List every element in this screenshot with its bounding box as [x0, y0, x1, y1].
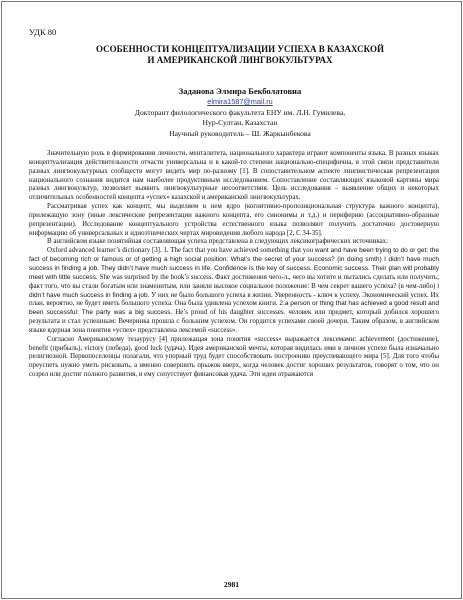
paragraph-text: He’s proud of his daughter successes. человек или предмет, который добился хорошего результата и стал успешным: Вечеринка прошла с большим успехом. Он гордится успехами своей дочери. Таким образом, в английском языке ядерная зона понятия «успех» представлена лексемой «success». — [29, 309, 439, 334]
paragraph-text: Значительную роль в формировании личности, менталитета, национального характера играют компоненты языка. В разных языках концептуализация действительности отчасти универсальна и в какой-то степени национально-специфична, в этой связи представители разных лингвокультурных сообществ могут видеть мир по-разному [1]. В сопоставительном аспекте лингвистическая репрезентация национального сознания видится нам наиболее продуктивным исследованием. Сопоставление составляющих языковой картины мира разных лингвокультур, позволяет выявить лингвокультурные несоответствия. Цель исследования – выявление общих и некоторых отличительных особенностей концепта «успех» казахской и американской лингвокультурах. — [29, 150, 439, 202]
paragraph-text: Согласно Американскому тезаурусу [4] прилежащая зона понятия «success» выражается лексемами: achievement (достижение), benefit (прибыль), victory (победа), good luck (удача). Идея американской мечты, которая видилась ими в личном успехе была изначально религиозной. Первопоселенцы полагали, что упорный труд будет способствовать построению преуспевающего мира [5]. Для того чтобы преуспеть нужно уметь рисковать, а именно совершить прыжок вверх, когда человек достиг хороших результатов, говорят о том, что он созрел или достиг полного развития, и ему сопутствует финансовая удача. Эти идеи отражаются — [29, 335, 439, 379]
author-email-link[interactable]: elmira1587@mail.ru — [207, 97, 273, 106]
udk-code: УДК 80 — [29, 27, 57, 37]
body-paragraph — [29, 336, 439, 380]
english-quote: 2.a person or thing that has achieved a good result and been successful: The party was a big success. — [29, 300, 439, 317]
title-line-1: ОСОБЕННОСТИ КОНЦЕПТУАЛИЗАЦИИ УСПЕХА В КАЗАХСКОЙ — [96, 44, 384, 54]
paragraph-text: У них не было большого успеха в жизни. Уверенность - ключ к успеху. Экономический успех. Их план, вероятно, не будет иметь большого успеха. Она была удивлена успехом книги. — [29, 291, 439, 308]
paragraph-text: Рассматривая успех как концепт, мы выделяем в нем ядро (когнитивно-пропозициональная структура важного концепта), прилежащую зону (иные лексические репрезентации важного концепта, его синонимы и т.д.) и периферию (ассоциативно-образные репрезентации). Исследование концептуального устройства естественного языка позволяют получить достаточно достоверную информацию об универсальных и идиоэтнических чертах мировидения любого народа [2, С 34-35]. — [29, 203, 439, 237]
article-title — [40, 44, 440, 66]
body-paragraph — [29, 247, 439, 335]
paragraph-text: She was surprised by the book’s success. Факт достижения чего-л., чего вы хотите и пытались сделать или получить; факт того, что вы стали богатым или знаменитым, или заняли высокое социальное положение: В чем секрет вашего успеха? (в чем-либо) — [29, 273, 439, 290]
body-paragraph — [29, 150, 439, 203]
body-paragraph — [29, 238, 439, 247]
author-info — [40, 97, 440, 139]
author-city: Нур-Султан, Казахстан — [202, 118, 278, 128]
page-number: 2981 — [223, 580, 240, 589]
english-quote: want and have been trying to do or get; the fact of becoming rich or famous or of getting a high social position: What’s the secret of your success? (in doing smth) I didn’t have much success in finding a job. They didn’t have much success in life. Confidence is the key of success. Economic success. Their plan will probably meet with little success. — [29, 247, 439, 281]
title-line-2: И АМЕРИКАНСКОЙ ЛИНГВОКУЛЬТУРАХ — [147, 55, 333, 65]
author-name: Заданова Элмира Бекболатовна — [178, 86, 302, 96]
author-position: Докторант филологического факультета ЕНУ им. Л.Н. Гумилева, — [134, 107, 346, 117]
body-paragraph — [29, 203, 439, 238]
paragraph-text: В английском языке понятийная составляющая успеха представлена в следующих лексикографических источниках: — [47, 238, 389, 246]
paragraph-text: Oxford advanced learner’s dictionary [3]. 1. The fact that you have achieved something that you — [47, 247, 315, 255]
article-body — [29, 150, 439, 570]
supervisor: Научный руководитель – Ш. Жаркынбекова — [169, 128, 311, 138]
english-quote: I didn’t have much success in finding a job. — [29, 282, 439, 299]
